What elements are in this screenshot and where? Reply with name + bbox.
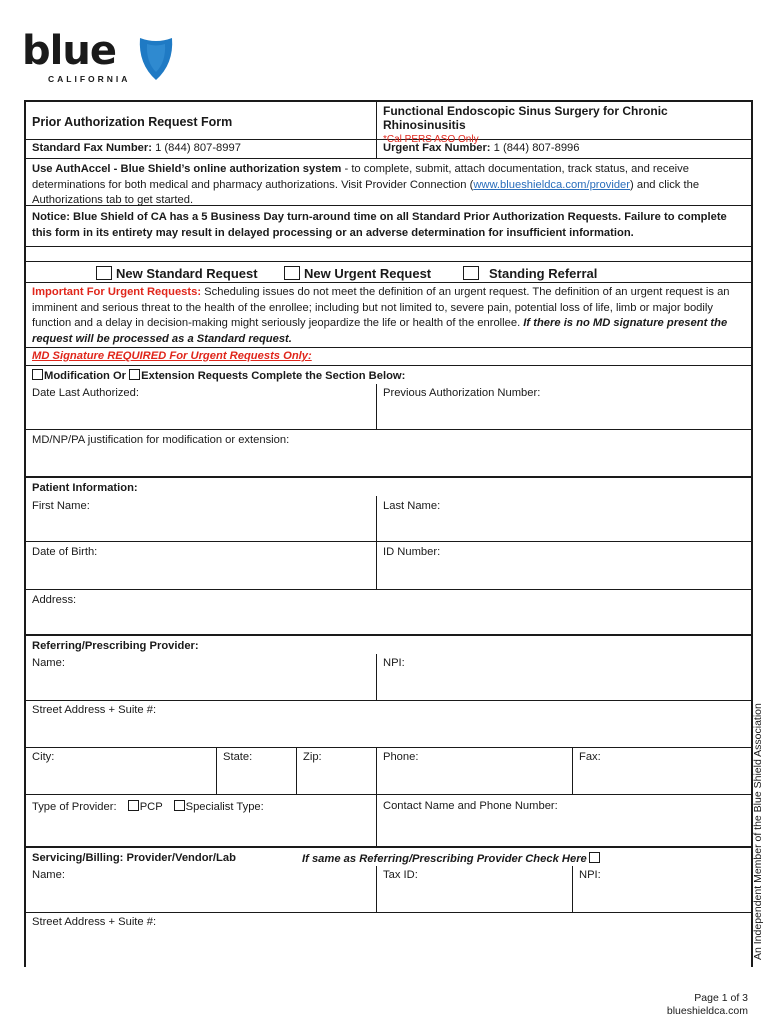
request-type-row bbox=[26, 261, 751, 283]
procedure-note: *Cal PERS ASO Only bbox=[383, 134, 479, 145]
referring-npi-field[interactable] bbox=[376, 654, 751, 700]
new-standard-request-option[interactable] bbox=[96, 266, 258, 281]
same-as-referring-checkbox[interactable] bbox=[589, 852, 600, 863]
page-number: Page 1 of 3 bbox=[694, 992, 748, 1004]
city-label: City: bbox=[32, 751, 55, 763]
first-name-label: First Name: bbox=[32, 500, 90, 512]
zip-label: Zip: bbox=[303, 751, 322, 763]
association-side-text: An Independent Member of the Blue Shield Association bbox=[752, 703, 764, 960]
date-last-authorized-field[interactable] bbox=[26, 384, 376, 429]
urgent-fax-value: 1 (844) 807-8996 bbox=[493, 142, 580, 154]
notice-text: Notice: Blue Shield of CA has a 5 Business Day turn-around time on all Standard Prior Authorization Requests. Failure to complete this form in its entirety may result in delayed processing or an adverse determination for insufficient information. bbox=[32, 211, 727, 239]
provider-connection-link[interactable]: www.blueshieldca.com/provider bbox=[473, 178, 631, 191]
servicing-npi-field[interactable] bbox=[572, 866, 751, 912]
modification-row-1 bbox=[26, 384, 751, 430]
urgent-info-text: Scheduling issues do not meet the definition of an urgent request. The definition of an urgent request is an imminent and serious threat to the health of the enrollee; including but not limited to, severe pain, potential loss of life, limb or major bodily function and a delay in decision-making might seriously jeopardize the life or health of the enrollee. bbox=[32, 286, 730, 329]
referring-npi-label: NPI: bbox=[383, 657, 405, 669]
authaccel-text-end: ) and click the Authorizations tab to get started. bbox=[32, 178, 700, 206]
pcp-label: PCP bbox=[139, 801, 163, 813]
procedure-title: Functional Endoscopic Sinus Surgery for Chronic Rhinosinusitis bbox=[383, 104, 668, 132]
state-label: State: bbox=[223, 751, 253, 763]
new-standard-label: New Standard Request bbox=[116, 266, 258, 281]
date-of-birth-label: Date of Birth: bbox=[32, 546, 98, 558]
contact-label: Contact Name and Phone Number: bbox=[383, 800, 558, 812]
specialist-option[interactable] bbox=[174, 801, 264, 813]
contact-field[interactable] bbox=[376, 795, 751, 846]
fax-label: Fax: bbox=[579, 751, 601, 763]
spacer bbox=[26, 247, 751, 261]
shield-icon bbox=[138, 34, 174, 82]
justification-label: MD/NP/PA justification for modification or extension: bbox=[32, 434, 290, 446]
patient-address-field[interactable] bbox=[26, 590, 751, 636]
extension-checkbox[interactable] bbox=[129, 369, 140, 380]
authaccel-row bbox=[26, 159, 751, 206]
zip-field[interactable] bbox=[296, 748, 376, 794]
previous-auth-number-field[interactable] bbox=[376, 384, 751, 429]
pcp-option[interactable] bbox=[128, 801, 163, 813]
md-signature-row[interactable] bbox=[26, 348, 751, 366]
tax-id-field[interactable] bbox=[376, 866, 572, 912]
standard-fax-label: Standard Fax Number: bbox=[32, 142, 152, 154]
standing-referral-option[interactable] bbox=[463, 266, 597, 281]
servicing-heading-row bbox=[26, 848, 751, 866]
patient-dob-row bbox=[26, 542, 751, 590]
md-signature-label: MD Signature REQUIRED For Urgent Requests Only: bbox=[32, 350, 312, 362]
new-urgent-checkbox[interactable] bbox=[284, 266, 300, 280]
referring-name-label: Name: bbox=[32, 657, 65, 669]
previous-auth-number-label: Previous Authorization Number: bbox=[383, 387, 541, 399]
extension-label: Extension Requests Complete the Section Below: bbox=[141, 370, 406, 382]
servicing-heading: Servicing/Billing: Provider/Vendor/Lab bbox=[32, 852, 236, 864]
modification-label: Modification Or bbox=[44, 370, 127, 382]
patient-name-row bbox=[26, 496, 751, 542]
fax-field[interactable] bbox=[572, 748, 751, 794]
referring-city-row bbox=[26, 748, 751, 795]
referring-street-label: Street Address + Suite #: bbox=[32, 704, 157, 716]
referring-name-field[interactable] bbox=[26, 654, 376, 700]
footer-site: blueshieldca.com bbox=[666, 1005, 748, 1017]
urgent-info-lead: Important For Urgent Requests: bbox=[32, 286, 202, 298]
referring-heading: Referring/Prescribing Provider: bbox=[32, 640, 199, 652]
blue-shield-logo bbox=[22, 28, 162, 86]
form-title: Prior Authorization Request Form bbox=[32, 115, 233, 129]
phone-label: Phone: bbox=[383, 751, 419, 763]
authaccel-heading: Use AuthAccel - Blue Shield’s online authorization system bbox=[32, 163, 342, 175]
fax-row bbox=[26, 140, 751, 159]
justification-field[interactable] bbox=[26, 430, 751, 478]
servicing-name-label: Name: bbox=[32, 869, 65, 881]
standing-referral-checkbox[interactable] bbox=[463, 266, 479, 280]
specialist-label: Specialist Type: bbox=[185, 801, 264, 813]
servicing-name-row bbox=[26, 866, 751, 913]
notice-row bbox=[26, 206, 751, 247]
referring-name-row bbox=[26, 654, 751, 701]
new-urgent-label: New Urgent Request bbox=[304, 266, 432, 281]
last-name-field[interactable] bbox=[376, 496, 751, 541]
standard-fax-value: 1 (844) 807-8997 bbox=[155, 142, 241, 154]
id-number-field[interactable] bbox=[376, 542, 751, 589]
tax-id-label: Tax ID: bbox=[383, 869, 418, 881]
new-standard-checkbox[interactable] bbox=[96, 266, 112, 280]
city-field[interactable] bbox=[26, 748, 216, 794]
urgent-info-tail: If there is no MD signature present the request will be processed as a Standard request. bbox=[32, 317, 728, 345]
new-urgent-request-option[interactable] bbox=[284, 266, 431, 281]
modification-checkbox[interactable] bbox=[32, 369, 43, 380]
servicing-name-field[interactable] bbox=[26, 866, 376, 912]
referring-heading-row bbox=[26, 636, 751, 654]
specialist-checkbox[interactable] bbox=[174, 800, 185, 811]
servicing-street-field[interactable] bbox=[26, 913, 751, 959]
provider-type-label: Type of Provider: bbox=[32, 801, 117, 813]
standing-referral-label: Standing Referral bbox=[489, 266, 598, 281]
first-name-field[interactable] bbox=[26, 496, 376, 541]
id-number-label: ID Number: bbox=[383, 546, 441, 558]
prior-authorization-form bbox=[24, 100, 753, 967]
urgent-info-row bbox=[26, 283, 751, 348]
same-as-referring-label: If same as Referring/Prescribing Provider Check Here bbox=[302, 853, 587, 865]
last-name-label: Last Name: bbox=[383, 500, 441, 512]
logo-subtitle: CALIFORNIA bbox=[48, 74, 131, 84]
servicing-street-label: Street Address + Suite #: bbox=[32, 916, 157, 928]
phone-field[interactable] bbox=[376, 748, 572, 794]
date-last-authorized-label: Date Last Authorized: bbox=[32, 387, 139, 399]
urgent-fax-label: Urgent Fax Number: bbox=[383, 142, 491, 154]
patient-heading: Patient Information: bbox=[32, 482, 138, 494]
servicing-npi-label: NPI: bbox=[579, 869, 601, 881]
patient-heading-row bbox=[26, 478, 751, 496]
pcp-checkbox[interactable] bbox=[128, 800, 139, 811]
referring-street-field[interactable] bbox=[26, 701, 751, 748]
patient-address-label: Address: bbox=[32, 594, 77, 606]
form-title-row bbox=[26, 102, 751, 145]
logo-wordmark: blue bbox=[22, 28, 116, 74]
provider-type-row bbox=[26, 795, 751, 848]
state-field[interactable] bbox=[216, 748, 296, 794]
authaccel-text: - to complete, submit, attach documentation, track status, and receive determinations for both medical and pharmacy authorizations. Visit Provider Connection ( bbox=[32, 163, 689, 191]
modification-header-row bbox=[26, 366, 751, 384]
date-of-birth-field[interactable] bbox=[26, 542, 376, 589]
